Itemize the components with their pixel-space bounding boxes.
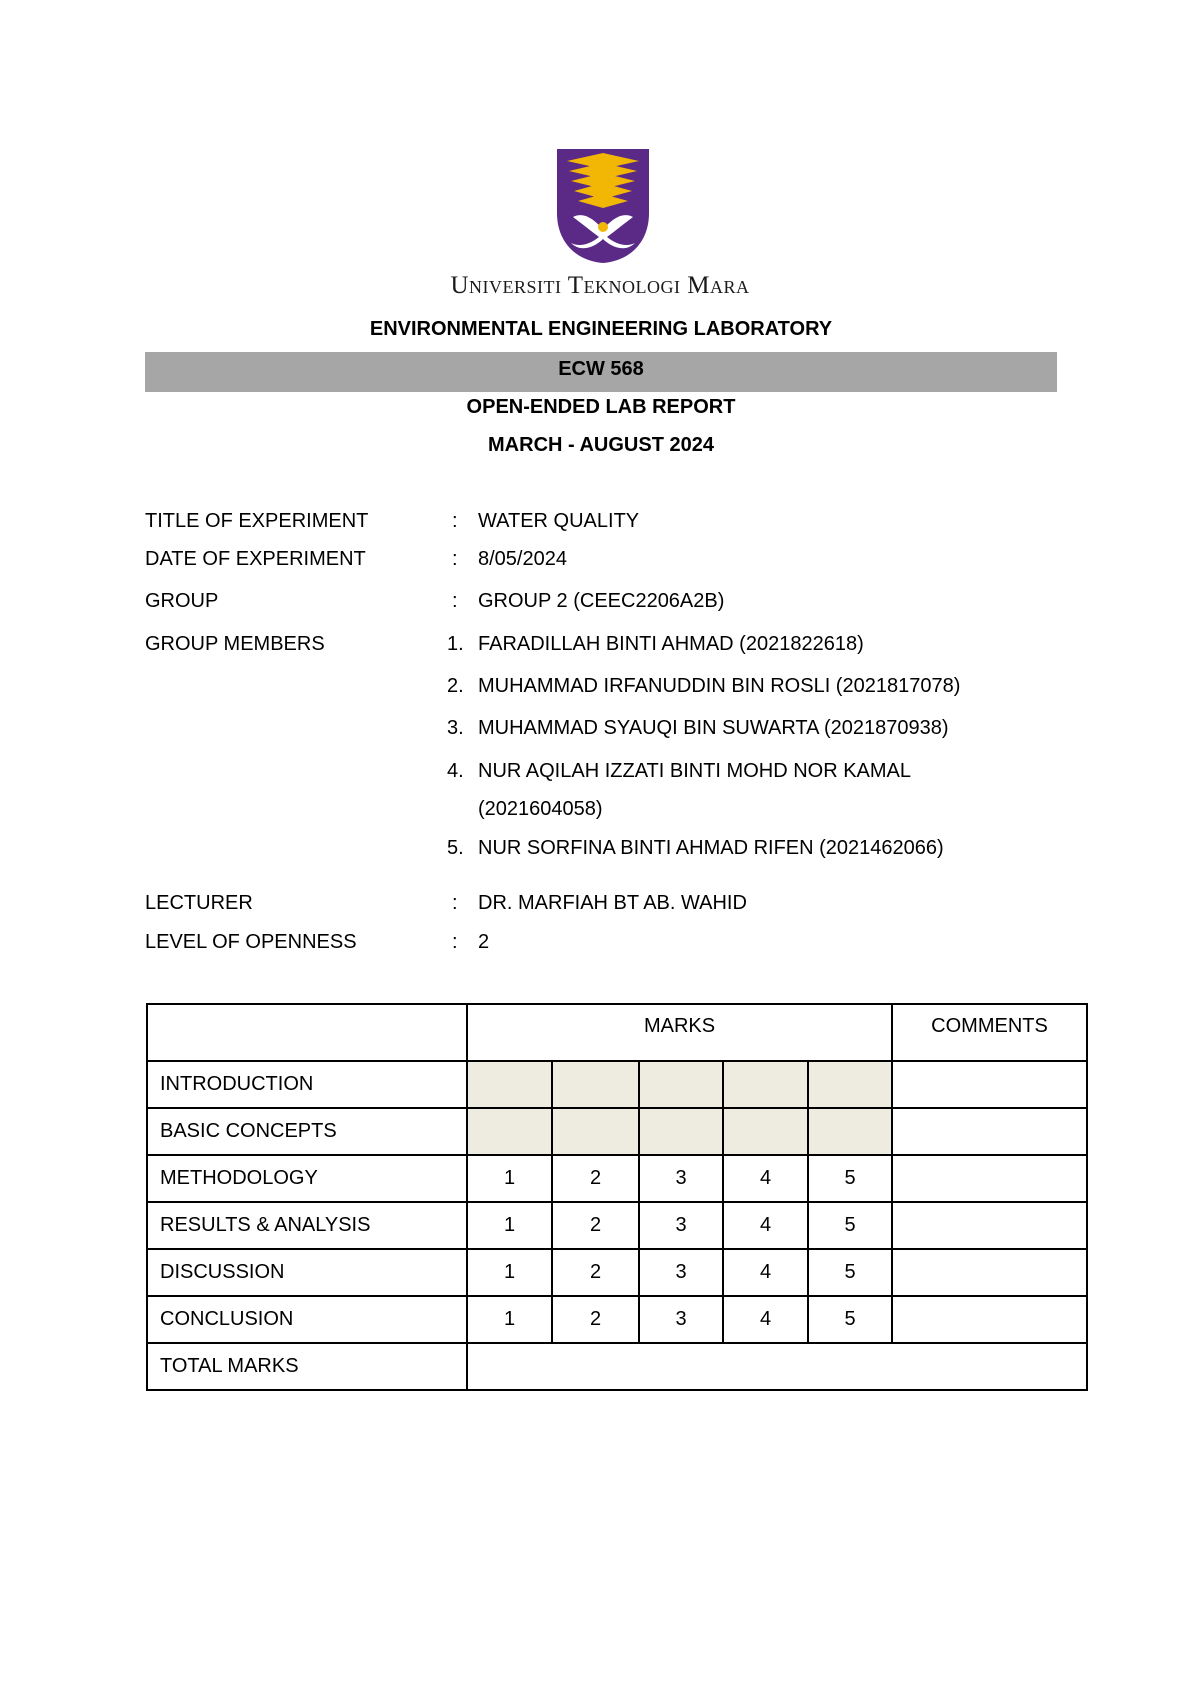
member-name: MUHAMMAD IRFANUDDIN BIN ROSLI (2021817078) [478, 675, 961, 697]
mark-cell[interactable] [808, 1061, 892, 1108]
mark-option[interactable]: 5 [808, 1202, 892, 1249]
comment-cell[interactable] [892, 1296, 1087, 1343]
title-value: WATER QUALITY [478, 510, 640, 532]
table-row [147, 1108, 1087, 1155]
mark-cell[interactable] [639, 1061, 723, 1108]
criterion-label: CONCLUSION [147, 1296, 467, 1343]
colon: : [452, 892, 458, 914]
mark-cell[interactable] [467, 1108, 552, 1155]
openness-label: LEVEL OF OPENNESS [145, 931, 357, 953]
member-name: MUHAMMAD SYAUQI BIN SUWARTA (2021870938) [478, 717, 949, 739]
member-number: 5. [447, 837, 464, 859]
mark-option[interactable]: 1 [467, 1296, 552, 1343]
table-row [147, 1249, 1087, 1296]
university-name: Universiti Teknologi Mara [450, 272, 750, 299]
mark-option[interactable]: 2 [552, 1202, 639, 1249]
mark-option[interactable]: 5 [808, 1296, 892, 1343]
colon: : [452, 510, 458, 532]
group-label: GROUP [145, 590, 219, 612]
member-number: 3. [447, 717, 464, 739]
mark-option[interactable]: 4 [723, 1249, 808, 1296]
mark-option[interactable]: 2 [552, 1155, 639, 1202]
member-name-continued: (2021604058) [478, 798, 603, 820]
mark-cell[interactable] [467, 1061, 552, 1108]
table-header-row [147, 1004, 1087, 1061]
colon: : [452, 548, 458, 570]
table-row [147, 1155, 1087, 1202]
mark-option[interactable]: 3 [639, 1155, 723, 1202]
mark-option[interactable]: 1 [467, 1249, 552, 1296]
marks-table [146, 1003, 1088, 1391]
date-label: DATE OF EXPERIMENT [145, 548, 366, 570]
member-number: 2. [447, 675, 464, 697]
table-row [147, 1202, 1087, 1249]
empty-header-cell [147, 1004, 467, 1061]
mark-option[interactable]: 3 [639, 1296, 723, 1343]
criterion-label: RESULTS & ANALYSIS [147, 1202, 467, 1249]
mark-option[interactable]: 4 [723, 1296, 808, 1343]
member-name: FARADILLAH BINTI AHMAD (2021822618) [478, 633, 864, 655]
mark-option[interactable]: 3 [639, 1249, 723, 1296]
openness-value: 2 [478, 931, 490, 953]
mark-cell[interactable] [723, 1061, 808, 1108]
member-number: 4. [447, 760, 464, 782]
criterion-label: INTRODUCTION [147, 1061, 467, 1108]
criterion-label: DISCUSSION [147, 1249, 467, 1296]
comment-cell[interactable] [892, 1061, 1087, 1108]
mark-cell[interactable] [808, 1108, 892, 1155]
course-code: ECW 568 [558, 358, 644, 380]
members-label: GROUP MEMBERS [145, 633, 325, 655]
table-row [147, 1061, 1087, 1108]
criterion-label: BASIC CONCEPTS [147, 1108, 467, 1155]
mark-cell[interactable] [552, 1108, 639, 1155]
mark-cell[interactable] [552, 1061, 639, 1108]
total-marks-cell[interactable] [467, 1343, 1087, 1390]
comment-cell[interactable] [892, 1108, 1087, 1155]
lab-title: ENVIRONMENTAL ENGINEERING LABORATORY [369, 318, 833, 340]
criterion-label: METHODOLOGY [147, 1155, 467, 1202]
comments-header: COMMENTS [892, 1004, 1087, 1061]
lecturer-label: LECTURER [145, 892, 253, 914]
mark-option[interactable]: 2 [552, 1296, 639, 1343]
mark-cell[interactable] [723, 1108, 808, 1155]
mark-option[interactable]: 5 [808, 1155, 892, 1202]
member-name: NUR SORFINA BINTI AHMAD RIFEN (2021462066) [478, 837, 944, 859]
mark-option[interactable]: 5 [808, 1249, 892, 1296]
mark-cell[interactable] [639, 1108, 723, 1155]
report-type: OPEN-ENDED LAB REPORT [466, 396, 736, 418]
total-row [147, 1343, 1087, 1390]
table-row [147, 1296, 1087, 1343]
total-label: TOTAL MARKS [147, 1343, 467, 1390]
colon: : [452, 590, 458, 612]
mark-option[interactable]: 1 [467, 1202, 552, 1249]
title-label: TITLE OF EXPERIMENT [145, 510, 369, 532]
mark-option[interactable]: 2 [552, 1249, 639, 1296]
colon: : [452, 931, 458, 953]
comment-cell[interactable] [892, 1202, 1087, 1249]
comment-cell[interactable] [892, 1249, 1087, 1296]
comment-cell[interactable] [892, 1155, 1087, 1202]
university-logo [555, 147, 651, 265]
mark-option[interactable]: 3 [639, 1202, 723, 1249]
mark-option[interactable]: 4 [723, 1155, 808, 1202]
session: MARCH - AUGUST 2024 [488, 434, 714, 456]
member-number: 1. [447, 633, 464, 655]
mark-option[interactable]: 4 [723, 1202, 808, 1249]
mark-option[interactable]: 1 [467, 1155, 552, 1202]
date-value: 8/05/2024 [478, 548, 567, 570]
lecturer-value: DR. MARFIAH BT AB. WAHID [478, 892, 747, 914]
group-value: GROUP 2 (CEEC2206A2B) [478, 590, 725, 612]
member-name: NUR AQILAH IZZATI BINTI MOHD NOR KAMAL [478, 760, 912, 782]
marks-header: MARKS [467, 1004, 892, 1061]
